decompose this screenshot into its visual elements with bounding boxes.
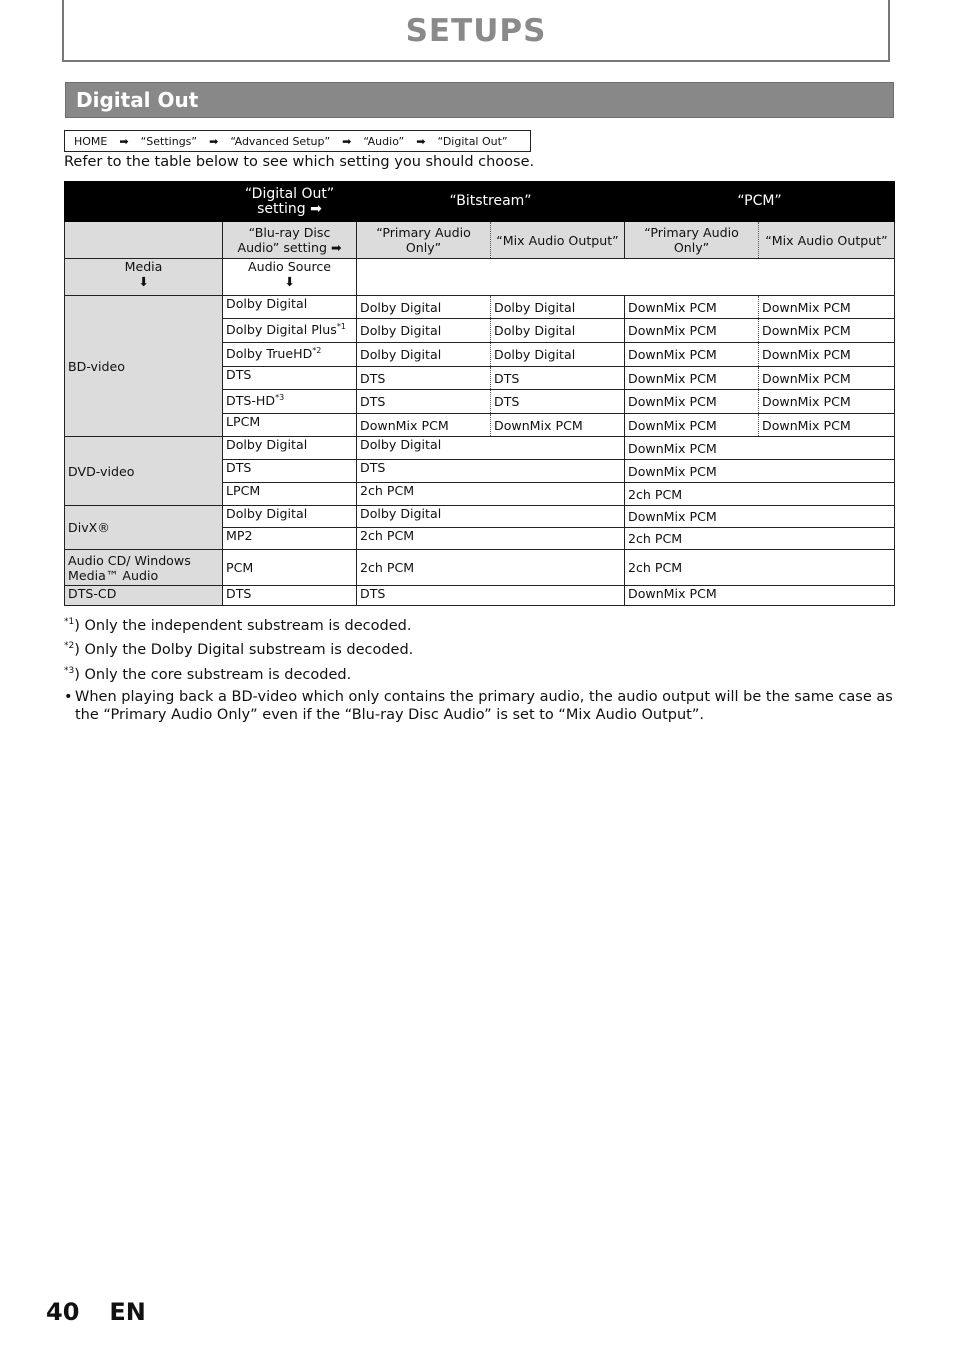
- footnote-mark: *3: [64, 665, 75, 676]
- value-cell: 2ch PCM: [625, 550, 895, 586]
- value-cell: DownMix PCM: [491, 414, 625, 437]
- header-digital-out: “Digital Out” setting ➡: [223, 182, 357, 222]
- header-primary-audio: “Primary Audio Only”: [357, 222, 491, 259]
- table-corner: [65, 182, 223, 222]
- arrow-right-icon: ➡: [416, 134, 426, 148]
- header-primary-audio: “Primary Audio Only”: [625, 222, 759, 259]
- footnote-mark: *3: [275, 393, 285, 402]
- header-bluray-setting: “Blu-ray Disc Audio” setting ➡: [223, 222, 357, 259]
- value-cell: DownMix PCM: [625, 319, 759, 343]
- value-cell: DTS: [491, 367, 625, 390]
- breadcrumb-item: HOME: [74, 134, 108, 148]
- footnote-mark: *2: [312, 346, 322, 355]
- footnote-mark: *1: [64, 617, 75, 627]
- source-cell: PCM: [223, 550, 357, 586]
- value-cell: DownMix PCM: [625, 414, 759, 437]
- source-cell: Dolby Digital: [223, 296, 357, 319]
- value-cell: DownMix PCM: [759, 390, 895, 414]
- breadcrumb-item: “Digital Out”: [437, 134, 508, 148]
- page-number: 40: [46, 1298, 80, 1326]
- bullet-note: [64, 688, 894, 724]
- header-media: [65, 259, 223, 296]
- page-footer: [46, 1298, 146, 1326]
- value-cell: 2ch PCM: [625, 483, 895, 506]
- page-title: SETUPS: [405, 13, 547, 49]
- section-title: Digital Out: [76, 88, 199, 112]
- breadcrumb-item: “Audio”: [363, 134, 405, 148]
- value-cell: DTS: [357, 586, 625, 606]
- page-header: [62, 0, 890, 62]
- empty-cell: [357, 259, 895, 296]
- value-cell: DownMix PCM: [357, 414, 491, 437]
- header-mix-audio: “Mix Audio Output”: [491, 222, 625, 259]
- source-label: Dolby TrueHD: [226, 346, 313, 362]
- header-mix-audio: “Mix Audio Output”: [759, 222, 895, 259]
- value-cell: Dolby Digital: [491, 343, 625, 367]
- footnote-mark: *1: [336, 322, 346, 331]
- arrow-right-icon: ➡: [209, 134, 219, 148]
- arrow-right-icon: ➡: [342, 134, 352, 148]
- value-cell: DownMix PCM: [625, 367, 759, 390]
- source-cell: DTS: [223, 460, 357, 483]
- value-cell: DownMix PCM: [625, 586, 895, 606]
- value-cell: 2ch PCM: [357, 550, 625, 586]
- value-cell: Dolby Digital: [491, 296, 625, 319]
- value-cell: 2ch PCM: [625, 528, 895, 550]
- value-cell: DownMix PCM: [759, 343, 895, 367]
- value-cell: DownMix PCM: [759, 367, 895, 390]
- source-cell: Dolby Digital: [223, 506, 357, 528]
- value-cell: Dolby Digital: [357, 506, 625, 528]
- footnote-text: ) Only the core substream is decoded.: [74, 666, 352, 683]
- bullet-icon: •: [64, 689, 73, 705]
- media-dts-cd: DTS-CD: [65, 586, 223, 606]
- source-cell: Dolby Digital: [223, 437, 357, 460]
- value-cell: DTS: [357, 367, 491, 390]
- footnote: [64, 661, 413, 685]
- header-bitstream: “Bitstream”: [357, 182, 625, 222]
- value-cell: 2ch PCM: [357, 528, 625, 550]
- footnote-mark: *2: [64, 641, 75, 652]
- digital-out-table: [64, 181, 895, 606]
- arrow-down-icon: ⬇: [138, 274, 149, 289]
- breadcrumb-item: “Advanced Setup”: [230, 134, 331, 148]
- source-cell: DTS: [223, 367, 357, 390]
- value-cell: DownMix PCM: [625, 460, 895, 483]
- source-label: DTS-HD: [226, 393, 276, 409]
- breadcrumb-item: “Settings”: [140, 134, 198, 148]
- media-label: Media: [124, 259, 163, 274]
- header-audio-source: [223, 259, 357, 296]
- value-cell: DownMix PCM: [625, 506, 895, 528]
- value-cell: Dolby Digital: [357, 437, 625, 460]
- footnote-text: ) Only the Dolby Digital substream is decoded.: [74, 642, 414, 659]
- source-label: Dolby Digital Plus: [226, 322, 337, 338]
- value-cell: DTS: [491, 390, 625, 414]
- source-cell: DTS: [223, 586, 357, 606]
- bullet-text: When playing back a BD-video which only contains the primary audio, the audio output will be the same case as the “Primary Audio Only” even if the “Blu-ray Disc Audio” is set to “Mix Audio Output”.: [75, 689, 893, 723]
- source-cell: LPCM: [223, 414, 357, 437]
- source-cell: [223, 390, 357, 414]
- source-cell: [223, 343, 357, 367]
- media-audio-cd: Audio CD/ Windows Media™ Audio: [65, 550, 223, 586]
- arrow-down-icon: ⬇: [284, 274, 295, 289]
- audio-source-label: Audio Source: [247, 259, 332, 274]
- value-cell: DownMix PCM: [625, 390, 759, 414]
- value-cell: Dolby Digital: [357, 319, 491, 343]
- breadcrumb: [64, 130, 531, 152]
- source-cell: MP2: [223, 528, 357, 550]
- media-divx: DivX®: [65, 506, 223, 550]
- table-corner-2: [65, 222, 223, 259]
- language-label: EN: [109, 1298, 146, 1326]
- source-cell: LPCM: [223, 483, 357, 506]
- media-dvd-video: DVD-video: [65, 437, 223, 506]
- value-cell: DownMix PCM: [625, 343, 759, 367]
- section-bar: [65, 82, 894, 118]
- footnote-text: ) Only the independent substream is decoded.: [74, 617, 412, 634]
- footnotes: [64, 612, 413, 685]
- value-cell: DTS: [357, 390, 491, 414]
- value-cell: DownMix PCM: [759, 319, 895, 343]
- value-cell: Dolby Digital: [491, 319, 625, 343]
- value-cell: DownMix PCM: [759, 414, 895, 437]
- source-cell: [223, 319, 357, 343]
- arrow-right-icon: ➡: [119, 134, 129, 148]
- value-cell: DownMix PCM: [625, 296, 759, 319]
- value-cell: Dolby Digital: [357, 343, 491, 367]
- media-bd-video: BD-video: [65, 296, 223, 437]
- value-cell: 2ch PCM: [357, 483, 625, 506]
- value-cell: DownMix PCM: [625, 437, 895, 460]
- footnote: [64, 612, 413, 636]
- footnote: [64, 636, 413, 660]
- intro-text: Refer to the table below to see which setting you should choose.: [64, 154, 535, 170]
- value-cell: Dolby Digital: [357, 296, 491, 319]
- value-cell: DTS: [357, 460, 625, 483]
- header-pcm: “PCM”: [625, 182, 895, 222]
- value-cell: DownMix PCM: [759, 296, 895, 319]
